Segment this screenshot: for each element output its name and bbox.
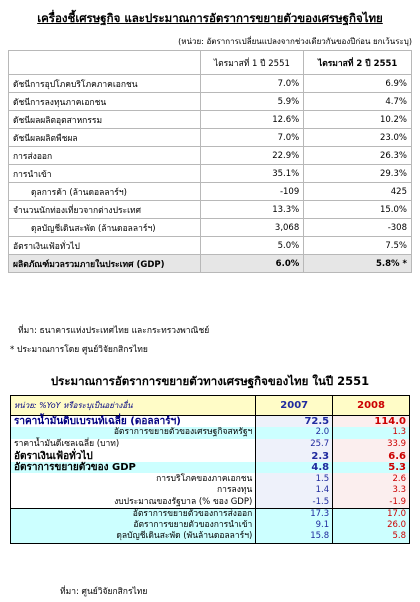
cell-2008: 3.3 [333, 485, 410, 497]
forecast-table [10, 395, 410, 544]
table-row [11, 531, 410, 543]
row-label: ดัชนีการลงทุนภาคเอกชน [9, 93, 201, 111]
cell-q2: 29.3% [304, 165, 412, 183]
cell-q1: 7.0% [200, 75, 304, 93]
cell-q2: 15.0% [304, 201, 412, 219]
gdp-label: ผลิตภัณฑ์มวลรวมภายในประเทศ (GDP) [9, 255, 201, 273]
cell-2008: 1.3 [333, 427, 410, 439]
header-2007: 2007 [256, 396, 333, 416]
cell-q2: -308 [304, 219, 412, 237]
estimate-mark: * [402, 258, 407, 269]
table-row [11, 462, 410, 474]
table-row [9, 237, 412, 255]
table-row [9, 219, 412, 237]
table-row [11, 520, 410, 532]
table2-title: ประมาณการอัตราการขยายตัวทางเศรษฐกิจของไทย ในปี 2551 [50, 374, 370, 388]
economic-indicators-table [8, 50, 412, 273]
header-blank [9, 51, 201, 75]
table1-footnote: * ประมาณการโดย ศูนย์วิจัยกสิกรไทย [10, 345, 148, 355]
cell-2008: 114.0 [333, 416, 410, 428]
table-row [11, 416, 410, 428]
table-row [9, 201, 412, 219]
row-label: การส่งออก [9, 147, 201, 165]
cell-2007: 9.1 [256, 520, 333, 532]
cell-2008: 5.8 [333, 531, 410, 543]
cell-2008: -1.9 [333, 497, 410, 509]
gdp-row [9, 255, 412, 273]
cell-q2: 6.9% [304, 75, 412, 93]
table1-unit-note: (หน่วย: อัตราการเปลี่ยนแปลงจากช่วงเดียวกันของปีก่อน ยกเว้นระบุ) [178, 37, 412, 46]
cell-q1: 35.1% [200, 165, 304, 183]
cell-2008: 6.6 [333, 450, 410, 462]
header-2008: 2008 [333, 396, 410, 416]
cell-2007: 15.8 [256, 531, 333, 543]
cell-2007: 4.8 [256, 462, 333, 474]
cell-q2: 10.2% [304, 111, 412, 129]
table-row [11, 473, 410, 485]
row-label: อัตราการขยายตัวของการส่งออก [11, 508, 256, 520]
table-row [9, 93, 412, 111]
cell-2007: 1.4 [256, 485, 333, 497]
cell-2007: 72.5 [256, 416, 333, 428]
cell-q2: 7.5% [304, 237, 412, 255]
table1-source: ที่มา: ธนาคารแห่งประเทศไทย และกระทรวงพาณิชย์ [18, 326, 210, 336]
table-row [9, 111, 412, 129]
cell-2007: 2.3 [256, 450, 333, 462]
cell-q2: 26.3% [304, 147, 412, 165]
row-label: จำนวนนักท่องเที่ยวจากต่างประเทศ [9, 201, 201, 219]
table-row [9, 75, 412, 93]
row-label: ดุลการค้า (ล้านดอลลาร์ฯ) [9, 183, 201, 201]
row-label: ดัชนีผลผลิตอุตสาหกรรม [9, 111, 201, 129]
table-row [9, 129, 412, 147]
row-label: อัตราการขยายตัวของการนำเข้า [11, 520, 256, 532]
row-label: อัตราการขยายตัวของเศรษฐกิจสหรัฐฯ [11, 427, 256, 439]
table-row [11, 450, 410, 462]
cell-q2: 4.7% [304, 93, 412, 111]
row-label: งบประมาณของรัฐบาล (% ของ GDP) [11, 497, 256, 509]
forecast-header-row [11, 396, 410, 416]
row-label: อัตราเงินเฟ้อทั่วไป [11, 450, 256, 462]
gdp-q1: 6.0% [200, 255, 304, 273]
header-q1: ไตรมาสที่ 1 ปี 2551 [200, 51, 304, 75]
cell-q1: 5.0% [200, 237, 304, 255]
cell-2007: 25.7 [256, 439, 333, 451]
row-label: ราคาน้ำมันดีเซลเฉลี่ย (บาท) [11, 439, 256, 451]
cell-q2: 425 [304, 183, 412, 201]
table-row [9, 147, 412, 165]
row-label: ดัชนีการอุปโภคบริโภคภาคเอกชน [9, 75, 201, 93]
cell-q1: -109 [200, 183, 304, 201]
table-row [9, 165, 412, 183]
table-row [9, 183, 412, 201]
table2-source: ที่มา: ศูนย์วิจัยกสิกรไทย [60, 587, 148, 597]
forecast-unit-label: หน่วย: %YoY หรือระบุเป็นอย่างอื่น [11, 396, 256, 416]
header-q2: ไตรมาสที่ 2 ปี 2551 [304, 51, 412, 75]
cell-2008: 17.0 [333, 508, 410, 520]
table-row [11, 508, 410, 520]
cell-2008: 2.6 [333, 473, 410, 485]
row-label: ดุลบัญชีเดินสะพัด (พันล้านดอลลาร์ฯ) [11, 531, 256, 543]
row-label: ดุลบัญชีเดินสะพัด (ล้านดอลลาร์ฯ) [9, 219, 201, 237]
table1-title: เครื่องชี้เศรษฐกิจ และประมาณการอัตราการขยายตัวของเศรษฐกิจไทย [37, 11, 383, 25]
row-label: ดัชนีผลผลิตพืชผล [9, 129, 201, 147]
row-label: การบริโภคของภาคเอกชน [11, 473, 256, 485]
table-row [11, 497, 410, 509]
gdp-q2-cell [304, 255, 412, 273]
row-label: อัตราเงินเฟ้อทั่วไป [9, 237, 201, 255]
table-row [11, 485, 410, 497]
gdp-q2: 5.8% [376, 258, 400, 269]
table-row [11, 427, 410, 439]
cell-q1: 12.6% [200, 111, 304, 129]
cell-2007: 2.0 [256, 427, 333, 439]
row-label: ราคาน้ำมันดิบเบรนท์เฉลี่ย (ดอลลาร์ฯ) [11, 416, 256, 428]
cell-q2: 23.0% [304, 129, 412, 147]
cell-2008: 26.0 [333, 520, 410, 532]
cell-q1: 22.9% [200, 147, 304, 165]
table-row [11, 439, 410, 451]
row-label: อัตราการขยายตัวของ GDP [11, 462, 256, 474]
row-label: การลงทุน [11, 485, 256, 497]
cell-2007: 17.3 [256, 508, 333, 520]
cell-q1: 5.9% [200, 93, 304, 111]
cell-2008: 33.9 [333, 439, 410, 451]
cell-2008: 5.3 [333, 462, 410, 474]
cell-q1: 7.0% [200, 129, 304, 147]
cell-q1: 13.3% [200, 201, 304, 219]
cell-2007: 1.5 [256, 473, 333, 485]
row-label: การนำเข้า [9, 165, 201, 183]
cell-q1: 3,068 [200, 219, 304, 237]
cell-2007: -1.5 [256, 497, 333, 509]
